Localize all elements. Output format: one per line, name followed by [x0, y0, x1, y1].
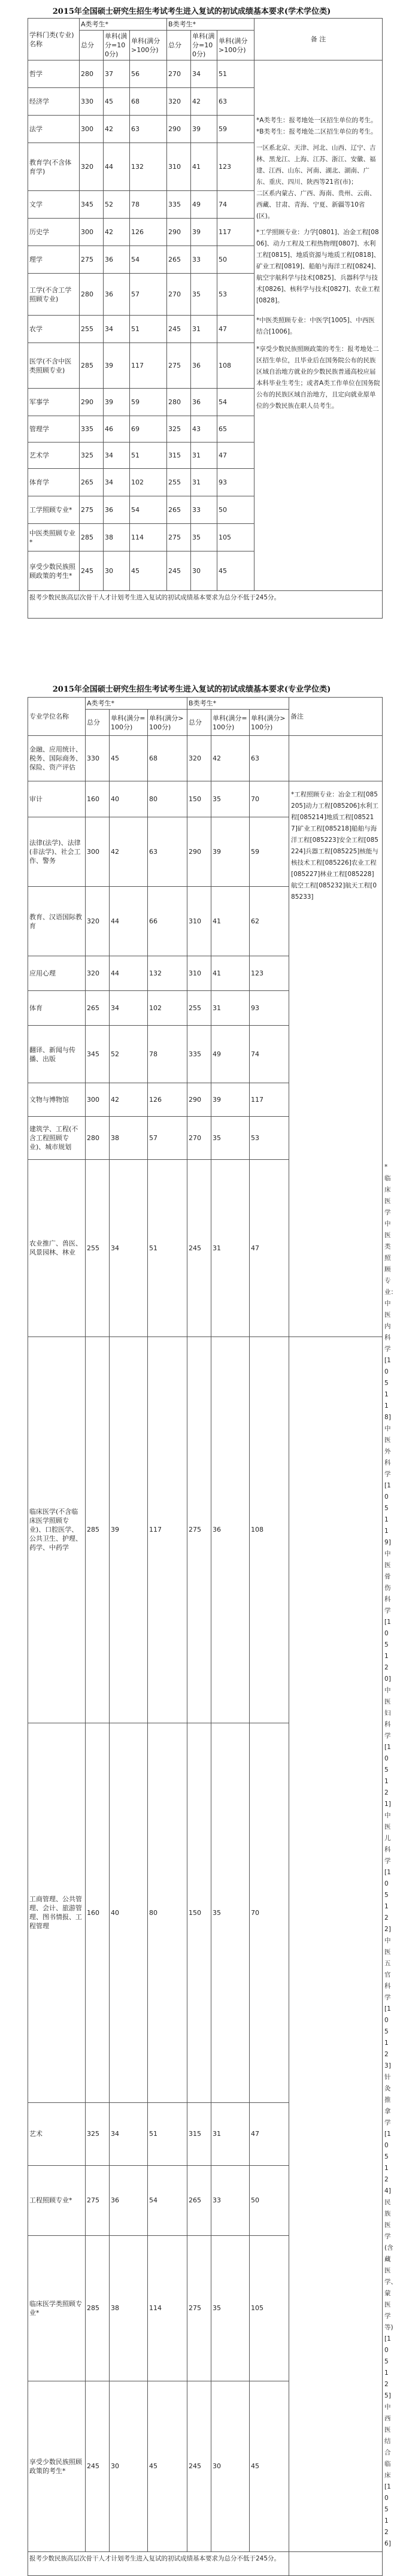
b-single100: 41 [211, 956, 250, 991]
header-notes: 备注 [289, 698, 383, 736]
header-single-over100: 单科(满分>100分) [148, 710, 187, 736]
header-single-over100: 单科(满分>100分) [130, 31, 167, 60]
b-single100: 33 [191, 496, 217, 524]
a-single-over100: 63 [148, 817, 187, 887]
a-single100: 39 [110, 1337, 148, 1723]
b-single100: 31 [191, 316, 217, 343]
b-total: 150 [187, 781, 211, 817]
field-name: 农业推广、兽医、风景园林、林业 [28, 1160, 86, 1337]
a-single-over100: 117 [130, 343, 167, 389]
b-total: 245 [187, 2381, 211, 2551]
note-engineering: *工程照顾专业：冶金工程[085205]动力工程[085206]水利工程[085214]地质工程[085217]矿业工程[085218]船舶与海洋工程[085223]安全工程[085224]兵器工程[085225]核能与核技术工程[085226]农业工程[085227]林业工程[085228]航空工程[085232]航天工程[085233] [291, 791, 378, 901]
b-total: 290 [167, 219, 191, 246]
a-total: 245 [80, 551, 104, 591]
b-single-over100: 50 [250, 2166, 289, 2235]
field-name: 工学(不含工学照顾专业) [28, 274, 80, 316]
b-single-over100: 93 [250, 991, 289, 1026]
a-total: 275 [80, 246, 104, 274]
a-single100: 44 [110, 956, 148, 991]
b-single100: 35 [191, 524, 217, 551]
b-single-over100: 65 [217, 416, 254, 443]
a-single-over100: 45 [130, 551, 167, 591]
table-row [28, 60, 383, 88]
field-name: 法律(法学)、法律(非法学)、社会工作、警务 [28, 817, 86, 887]
a-single100: 38 [110, 2235, 148, 2381]
b-total: 290 [187, 1083, 211, 1117]
a-total: 280 [80, 274, 104, 316]
b-total: 245 [187, 1160, 211, 1337]
a-single-over100: 51 [130, 316, 167, 343]
b-total: 320 [167, 88, 191, 116]
b-total: 315 [167, 443, 191, 469]
b-single-over100: 51 [217, 60, 254, 88]
field-name: 医学(不含中医类照顾专业) [28, 343, 80, 389]
b-single-over100: 59 [250, 817, 289, 887]
b-single100: 33 [191, 246, 217, 274]
field-name: 管理学 [28, 416, 80, 443]
b-single-over100: 74 [217, 191, 254, 219]
b-single-over100: 105 [217, 524, 254, 551]
a-single100: 30 [104, 551, 130, 591]
a-single-over100: 56 [130, 60, 167, 88]
b-single-over100: 117 [250, 1083, 289, 1117]
b-single-over100: 70 [250, 781, 289, 817]
a-single100: 44 [104, 143, 130, 191]
a-single100: 52 [104, 191, 130, 219]
a-single100: 39 [104, 389, 130, 416]
field-name: 体育 [28, 991, 86, 1026]
a-total: 265 [86, 991, 110, 1026]
academic-title: 2015年全国硕士研究生招生考试考生进入复试的初试成绩基本要求(学术学位类) [52, 7, 331, 16]
a-single-over100: 102 [130, 469, 167, 496]
table-row [28, 1337, 383, 1723]
header-row [28, 19, 383, 31]
a-single-over100: 102 [148, 991, 187, 1026]
b-total: 275 [167, 524, 191, 551]
header-field: 学科门类(专业)名称 [28, 19, 80, 60]
b-single100: 31 [211, 991, 250, 1026]
b-total: 245 [167, 551, 191, 591]
a-single100: 34 [104, 316, 130, 343]
a-single-over100: 126 [130, 219, 167, 246]
a-total: 255 [80, 316, 104, 343]
note-empty [289, 2552, 383, 2576]
header-b-zone: B类考生* [167, 19, 254, 31]
a-total: 320 [80, 143, 104, 191]
a-single100: 40 [110, 1723, 148, 2102]
b-single100: 34 [191, 60, 217, 88]
b-single100: 31 [211, 1160, 250, 1337]
a-total: 285 [86, 1337, 110, 1723]
header-single100: 单科(满分=100分) [110, 710, 148, 736]
academic-notes [254, 60, 383, 591]
b-single-over100: 54 [217, 389, 254, 416]
header-single100: 单科(满分=100分) [211, 710, 250, 736]
b-single-over100: 108 [217, 343, 254, 389]
b-single100: 31 [191, 443, 217, 469]
a-single-over100: 57 [130, 274, 167, 316]
header-b-zone: B类考生* [187, 698, 289, 710]
b-total: 325 [167, 416, 191, 443]
header-a-zone: A类考生* [80, 19, 167, 31]
field-name: 工商管理、公共管理、会计、旅游管理、图书情报、工程管理 [28, 1723, 86, 2102]
a-single100: 34 [104, 469, 130, 496]
a-single-over100: 51 [148, 1160, 187, 1337]
b-total: 290 [167, 116, 191, 143]
a-single-over100: 57 [148, 1117, 187, 1160]
field-name: 经济学 [28, 88, 80, 116]
a-total: 325 [86, 2102, 110, 2166]
b-single-over100: 63 [250, 736, 289, 781]
a-total: 345 [86, 1026, 110, 1083]
b-single100: 35 [211, 781, 250, 817]
note-zone2-list: 二区系内蒙古、广西、海南、贵州、云南、西藏、甘肃、青海、宁夏、新疆等10省(区)。 [256, 190, 376, 220]
note-minority: *享受少数民族照顾政策的考生：报考地处二区招生单位，且毕业后在国务院公布的民族区域自治地方就业的少数民族普通高校应届本科毕业生考生；或者A类工作单位在国务院公布的民族区域自治地方，且定向就业原单位的少数民族在职人员考生。 [256, 346, 380, 410]
b-single100: 35 [211, 1117, 250, 1160]
a-single-over100: 54 [148, 2166, 187, 2235]
b-single-over100: 108 [250, 1337, 289, 1723]
b-total: 310 [187, 956, 211, 991]
b-total: 275 [187, 1337, 211, 1723]
a-single100: 36 [104, 496, 130, 524]
field-name: 文学 [28, 191, 80, 219]
a-single100: 42 [104, 219, 130, 246]
a-single-over100: 69 [130, 416, 167, 443]
b-single100: 30 [191, 551, 217, 591]
field-name: 翻译、新闻与传播、出版 [28, 1026, 86, 1083]
a-single100: 44 [110, 887, 148, 956]
header-total: 总分 [86, 710, 110, 736]
b-total: 275 [187, 2235, 211, 2381]
a-single-over100: 126 [148, 1083, 187, 1117]
a-total: 300 [80, 219, 104, 246]
a-total: 255 [86, 1160, 110, 1337]
field-name: 工学照顾专业* [28, 496, 80, 524]
b-single-over100: 50 [217, 246, 254, 274]
a-single-over100: 59 [130, 389, 167, 416]
a-total: 335 [80, 416, 104, 443]
b-single100: 30 [211, 2381, 250, 2551]
a-single100: 42 [104, 116, 130, 143]
b-total: 320 [187, 736, 211, 781]
a-total: 320 [86, 887, 110, 956]
a-total: 275 [86, 2166, 110, 2235]
b-total: 255 [187, 991, 211, 1026]
table-row [28, 2381, 383, 2551]
a-single-over100: 80 [148, 1723, 187, 2102]
field-name: 金融、应用统计、税务、国际商务、保险、资产评估 [28, 736, 86, 781]
note-a-zone: *A类考生：报考地处一区招生单位的考生。 [256, 117, 377, 124]
a-total: 345 [80, 191, 104, 219]
a-total: 280 [86, 1117, 110, 1160]
engineering-notes [289, 781, 383, 1337]
b-total: 275 [167, 343, 191, 389]
a-single100: 30 [110, 2381, 148, 2551]
header-single100: 单科(满分=100分) [104, 31, 130, 60]
a-total: 285 [80, 343, 104, 389]
header-total: 总分 [80, 31, 104, 60]
footer-row [28, 2552, 383, 2576]
a-single100: 45 [104, 88, 130, 116]
a-total: 300 [80, 116, 104, 143]
b-single100: 36 [191, 389, 217, 416]
b-total: 310 [187, 887, 211, 956]
field-name: 哲学 [28, 60, 80, 88]
b-single-over100: 45 [217, 551, 254, 591]
a-single100: 42 [110, 1083, 148, 1117]
a-single-over100: 117 [148, 1337, 187, 1723]
b-total: 245 [167, 316, 191, 343]
b-single100: 39 [211, 1083, 250, 1117]
b-total: 280 [167, 389, 191, 416]
b-single-over100: 53 [250, 1117, 289, 1160]
header-total: 总分 [167, 31, 191, 60]
table-row [28, 2235, 383, 2381]
a-single-over100: 132 [148, 956, 187, 991]
a-total: 160 [86, 781, 110, 817]
a-total: 330 [86, 736, 110, 781]
field-name: 应用心理 [28, 956, 86, 991]
a-total: 285 [86, 2235, 110, 2381]
b-total: 150 [187, 1723, 211, 2102]
a-single-over100: 51 [130, 443, 167, 469]
b-single100: 36 [191, 343, 217, 389]
a-total: 280 [80, 60, 104, 88]
table-row [28, 1723, 383, 2102]
header-single100: 单科(满分=100分) [191, 31, 217, 60]
a-total: 285 [80, 524, 104, 551]
a-single100: 34 [110, 2102, 148, 2166]
table-row [28, 2102, 383, 2166]
a-single100: 36 [110, 2166, 148, 2235]
b-single100: 42 [211, 736, 250, 781]
a-single-over100: 78 [148, 1026, 187, 1083]
b-single-over100: 53 [217, 274, 254, 316]
b-total: 335 [187, 1026, 211, 1083]
a-total: 245 [86, 2381, 110, 2551]
a-total: 330 [80, 88, 104, 116]
a-total: 320 [86, 956, 110, 991]
header-row [28, 698, 383, 710]
b-single100: 41 [211, 887, 250, 956]
a-single-over100: 63 [130, 116, 167, 143]
a-single100: 34 [110, 1160, 148, 1337]
b-total: 335 [167, 191, 191, 219]
field-name: 教育学(不含体育学) [28, 143, 80, 191]
b-single100: 39 [191, 219, 217, 246]
field-name: 建筑学、工程(不含工程照顾专业)、城市规划 [28, 1117, 86, 1160]
field-name: 临床医学类照顾专业* [28, 2235, 86, 2381]
note-empty [289, 736, 383, 781]
note-zone1-list: 一区系北京、天津、河北、山西、辽宁、吉林、黑龙江、上海、江苏、浙江、安徽、福建、江西、山东、河南、湖北、湖南、广东、重庆、四川、陕西等21省(市)； [256, 144, 376, 186]
field-name: 临床医学(不含临床医学照顾专业)、口腔医学、公共卫生、护理、药学、中药学 [28, 1337, 86, 1723]
academic-table [28, 18, 383, 619]
header-a-zone: A类考生* [86, 698, 187, 710]
note-tcm: *中医类照顾专业：中医学[1005]、中西医结合[1006]。 [256, 317, 375, 335]
field-name: 享受少数民族照顾政策的考生* [28, 551, 80, 591]
b-total: 270 [167, 60, 191, 88]
a-single100: 39 [104, 343, 130, 389]
field-name: 农学 [28, 316, 80, 343]
b-single100: 31 [191, 469, 217, 496]
b-single-over100: 62 [250, 887, 289, 956]
a-single-over100: 114 [148, 2235, 187, 2381]
table-row: 农业推广、兽医、风景园林、林业 255 34 51 245 31 47 *临床医学中医类照顾专业：中医内科学[105118]中医外科学[105119]中医骨伤科学[105120]中医妇科学[105121]中医儿科学[105122]中医五官科学[105123]针灸推拿学[105124]民族医学(含藏医学、蒙医学等)[105125]中西医结合临床[105126] [28, 1160, 383, 1337]
b-total: 310 [167, 143, 191, 191]
b-single100: 35 [191, 274, 217, 316]
a-single100: 34 [104, 443, 130, 469]
a-single-over100: 68 [148, 736, 187, 781]
a-single-over100: 68 [130, 88, 167, 116]
field-name: 军事学 [28, 389, 80, 416]
b-single-over100: 45 [250, 2381, 289, 2551]
a-total: 325 [80, 443, 104, 469]
field-name: 体育学 [28, 469, 80, 496]
header-notes: 备 注 [254, 19, 383, 60]
b-single-over100: 47 [217, 316, 254, 343]
a-single100: 34 [110, 991, 148, 1026]
field-name: 教育、汉语国际教育 [28, 887, 86, 956]
a-single100: 37 [104, 60, 130, 88]
header-single-over100: 单科(满分>100分) [217, 31, 254, 60]
a-single100: 38 [104, 524, 130, 551]
b-single100: 33 [211, 2166, 250, 2235]
professional-table [28, 697, 397, 2576]
b-total: 255 [167, 469, 191, 496]
note-engineering: *工学照顾专业：力学[0801]、冶金工程[0806]、动力工程及工程热物理[0807]、水利工程[0815]、地质资源与地质工程[0818]、矿业工程[0819]、船舶与海洋工程[0824]、航空宇航科学与技术[0825]、兵器科学与技术[0826]、核科学与技术[0827]、农业工程[0828]。 [256, 229, 380, 304]
b-total: 265 [167, 246, 191, 274]
field-name: 法学 [28, 116, 80, 143]
academic-footer: 报考少数民族高层次骨干人才计划考生进入复试的初试成绩基本要求为总分不低于245分。 [28, 591, 383, 619]
b-single-over100: 70 [250, 1723, 289, 2102]
table-row [28, 736, 383, 781]
field-name: 理学 [28, 246, 80, 274]
field-name: 历史学 [28, 219, 80, 246]
b-single-over100: 47 [250, 2102, 289, 2166]
a-single-over100: 78 [130, 191, 167, 219]
a-total: 160 [86, 1723, 110, 2102]
header-total: 总分 [187, 710, 211, 736]
b-single-over100: 47 [250, 1160, 289, 1337]
a-single-over100: 132 [130, 143, 167, 191]
professional-footer: 报考少数民族高层次骨干人才计划考生进入复试的初试成绩基本要求为总分不低于245分。 [28, 2552, 289, 2576]
header-single-over100: 单科(满分>100分) [250, 710, 289, 736]
b-total: 290 [187, 817, 211, 887]
a-total: 265 [80, 469, 104, 496]
a-single-over100: 66 [148, 887, 187, 956]
b-single-over100: 74 [250, 1026, 289, 1083]
note-b-zone: *B类考生：报考地处二区招生单位的考生。 [256, 128, 377, 135]
field-name: 审计 [28, 781, 86, 817]
b-single-over100: 117 [217, 219, 254, 246]
field-name: 艺术 [28, 2102, 86, 2166]
a-total: 300 [86, 1083, 110, 1117]
b-single-over100: 93 [217, 469, 254, 496]
b-single100: 42 [191, 88, 217, 116]
a-single-over100: 45 [148, 2381, 187, 2551]
a-single-over100: 114 [130, 524, 167, 551]
b-single-over100: 47 [217, 443, 254, 469]
b-single100: 39 [191, 116, 217, 143]
a-total: 275 [80, 496, 104, 524]
b-single100: 31 [211, 2102, 250, 2166]
a-single100: 40 [110, 781, 148, 817]
table-row [28, 781, 383, 817]
field-name: 中医类照顾专业* [28, 524, 80, 551]
b-single-over100: 63 [217, 88, 254, 116]
a-total: 290 [80, 389, 104, 416]
b-single-over100: 105 [250, 2235, 289, 2381]
a-single100: 52 [110, 1026, 148, 1083]
b-total: 265 [167, 496, 191, 524]
field-name: 艺术学 [28, 443, 80, 469]
b-single100: 49 [191, 191, 217, 219]
b-single100: 41 [191, 143, 217, 191]
a-total: 300 [86, 817, 110, 887]
field-name: 享受少数民族照顾政策的考生* [28, 2381, 86, 2551]
a-single100: 45 [110, 736, 148, 781]
b-total: 270 [187, 1117, 211, 1160]
field-name: 文物与博物馆 [28, 1083, 86, 1117]
a-single-over100: 54 [130, 496, 167, 524]
b-single-over100: 123 [217, 143, 254, 191]
b-single100: 39 [211, 817, 250, 887]
b-total: 315 [187, 2102, 211, 2166]
header-field: 专业学位名称 [28, 698, 86, 736]
b-single100: 43 [191, 416, 217, 443]
table-row [28, 2166, 383, 2235]
b-single-over100: 50 [217, 496, 254, 524]
b-single-over100: 59 [217, 116, 254, 143]
a-single-over100: 51 [148, 2102, 187, 2166]
professional-title: 2015年全国硕士研究生招生考试考生进入复试的初试成绩基本要求(专业学位类) [52, 685, 331, 694]
a-single100: 42 [110, 817, 148, 887]
a-single100: 46 [104, 416, 130, 443]
a-single100: 38 [110, 1117, 148, 1160]
b-total: 265 [187, 2166, 211, 2235]
a-single100: 36 [104, 274, 130, 316]
b-total: 270 [167, 274, 191, 316]
b-single100: 49 [211, 1026, 250, 1083]
b-single100: 35 [211, 1723, 250, 2102]
a-single100: 36 [104, 246, 130, 274]
b-single100: 35 [211, 2235, 250, 2381]
a-single-over100: 80 [148, 781, 187, 817]
footer-row [28, 591, 383, 619]
field-name: 工程照顾专业* [28, 2166, 86, 2235]
a-single-over100: 54 [130, 246, 167, 274]
b-single100: 36 [211, 1337, 250, 1723]
b-single-over100: 123 [250, 956, 289, 991]
